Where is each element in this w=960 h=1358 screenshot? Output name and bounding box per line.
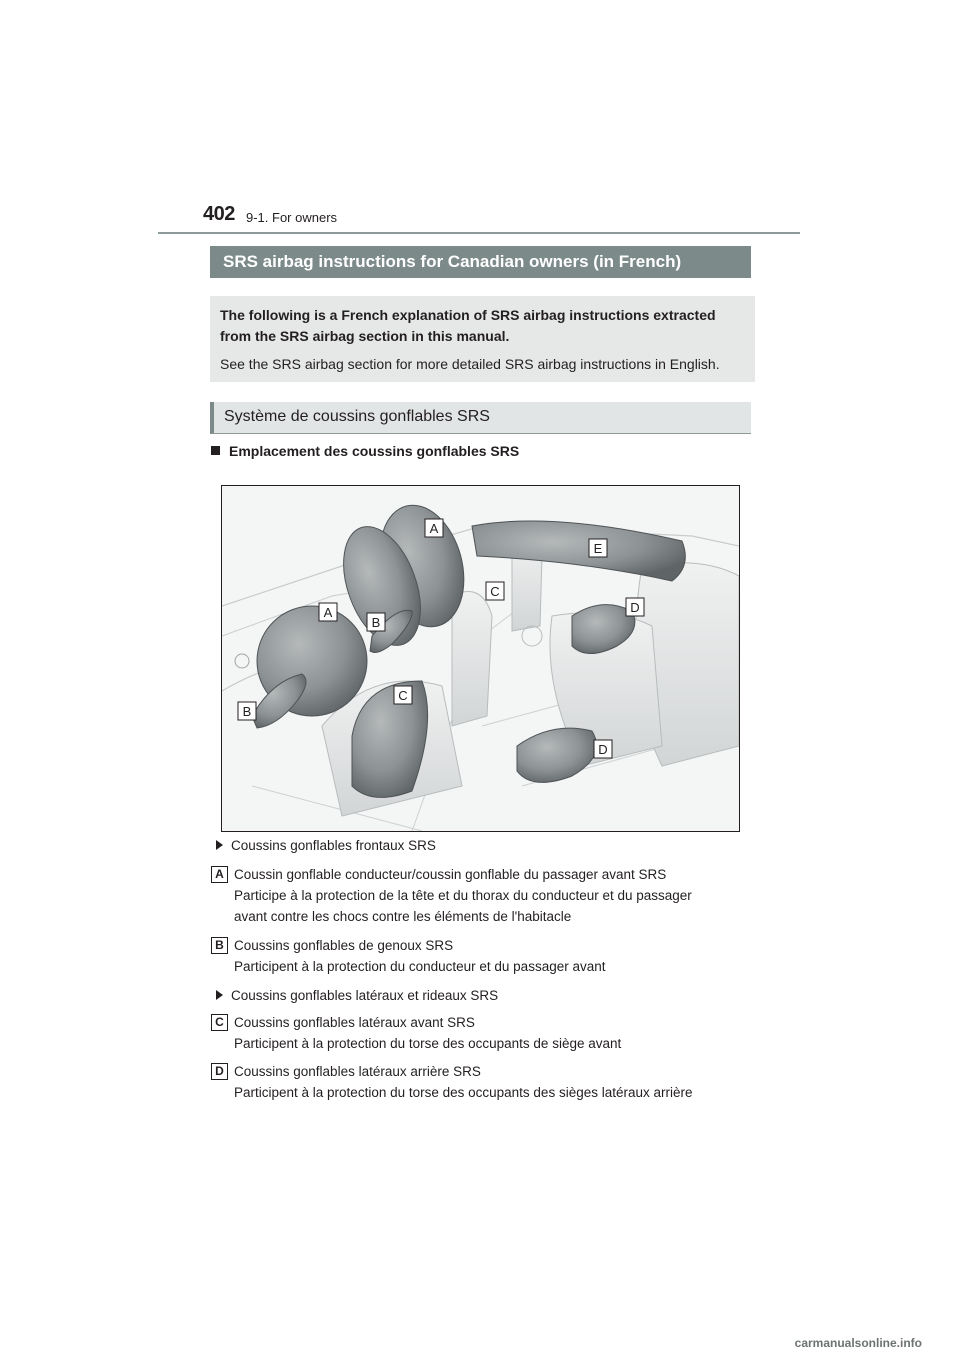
header-rule (158, 232, 800, 234)
callout-label: D (630, 600, 640, 615)
callout-label: B (371, 615, 381, 630)
entry-d-line: Participent à la protection du torse des occupants des sièges latéraux arrière (234, 1085, 693, 1100)
callout-label: D (598, 742, 608, 757)
badge-b: B (211, 937, 228, 954)
entry-b-line: Participent à la protection du conducteur et du passager avant (234, 959, 606, 974)
callout-label: E (593, 541, 603, 556)
car-interior-illustration (222, 486, 739, 831)
triangle-bullet-icon (216, 840, 223, 850)
entry-a-line: avant contre les chocs contre les éléments de l'habitacle (234, 909, 572, 924)
section-title: 9-1. For owners (246, 210, 338, 225)
callout-label: C (398, 688, 408, 703)
bullet-text: Coussins gonflables latéraux et rideaux SRS (231, 988, 499, 1003)
entry-c-title: Coussins gonflables latéraux avant SRS (234, 1015, 475, 1030)
entry-a-line: Participe à la protection de la tête et du thorax du conducteur et du passager (234, 888, 692, 903)
callout-label: B (242, 704, 252, 719)
intro-bold-text: The following is a French explanation of SRS airbag instructions extracted from the SRS airbag section in this manual. (220, 307, 716, 344)
intro-note-text: See the SRS airbag section for more detailed SRS airbag instructions in English. (220, 356, 720, 372)
triangle-bullet-icon (216, 990, 223, 1000)
entry-d-title: Coussins gonflables latéraux arrière SRS (234, 1064, 481, 1079)
figure-heading (211, 443, 519, 459)
bullet-frontal (216, 835, 436, 856)
square-bullet-icon (211, 446, 220, 455)
airbag-location-figure (221, 485, 740, 832)
entry-b-title: Coussins gonflables de genoux SRS (234, 938, 454, 953)
watermark: carmanualsonline.info (794, 1336, 922, 1350)
entry-c-line: Participent à la protection du torse des occupants de siège avant (234, 1036, 622, 1051)
callout-label: A (323, 605, 333, 620)
figure-heading-text: Emplacement des coussins gonflables SRS (229, 443, 520, 459)
badge-a: A (211, 866, 228, 883)
entry-a-title: Coussin gonflable conducteur/coussin gonflable du passager avant SRS (234, 867, 667, 882)
subsection-title: Système de coussins gonflables SRS (210, 402, 751, 434)
badge-c: C (211, 1014, 228, 1031)
page-number: 402 (203, 203, 235, 225)
badge-d: D (211, 1063, 228, 1080)
intro-box (210, 296, 755, 382)
bullet-side-curtain (216, 985, 498, 1006)
bullet-text: Coussins gonflables frontaux SRS (231, 838, 436, 853)
banner-title: SRS airbag instructions for Canadian owners (in French) (210, 246, 751, 278)
callout-label: A (429, 521, 439, 536)
callout-label: C (490, 584, 500, 599)
